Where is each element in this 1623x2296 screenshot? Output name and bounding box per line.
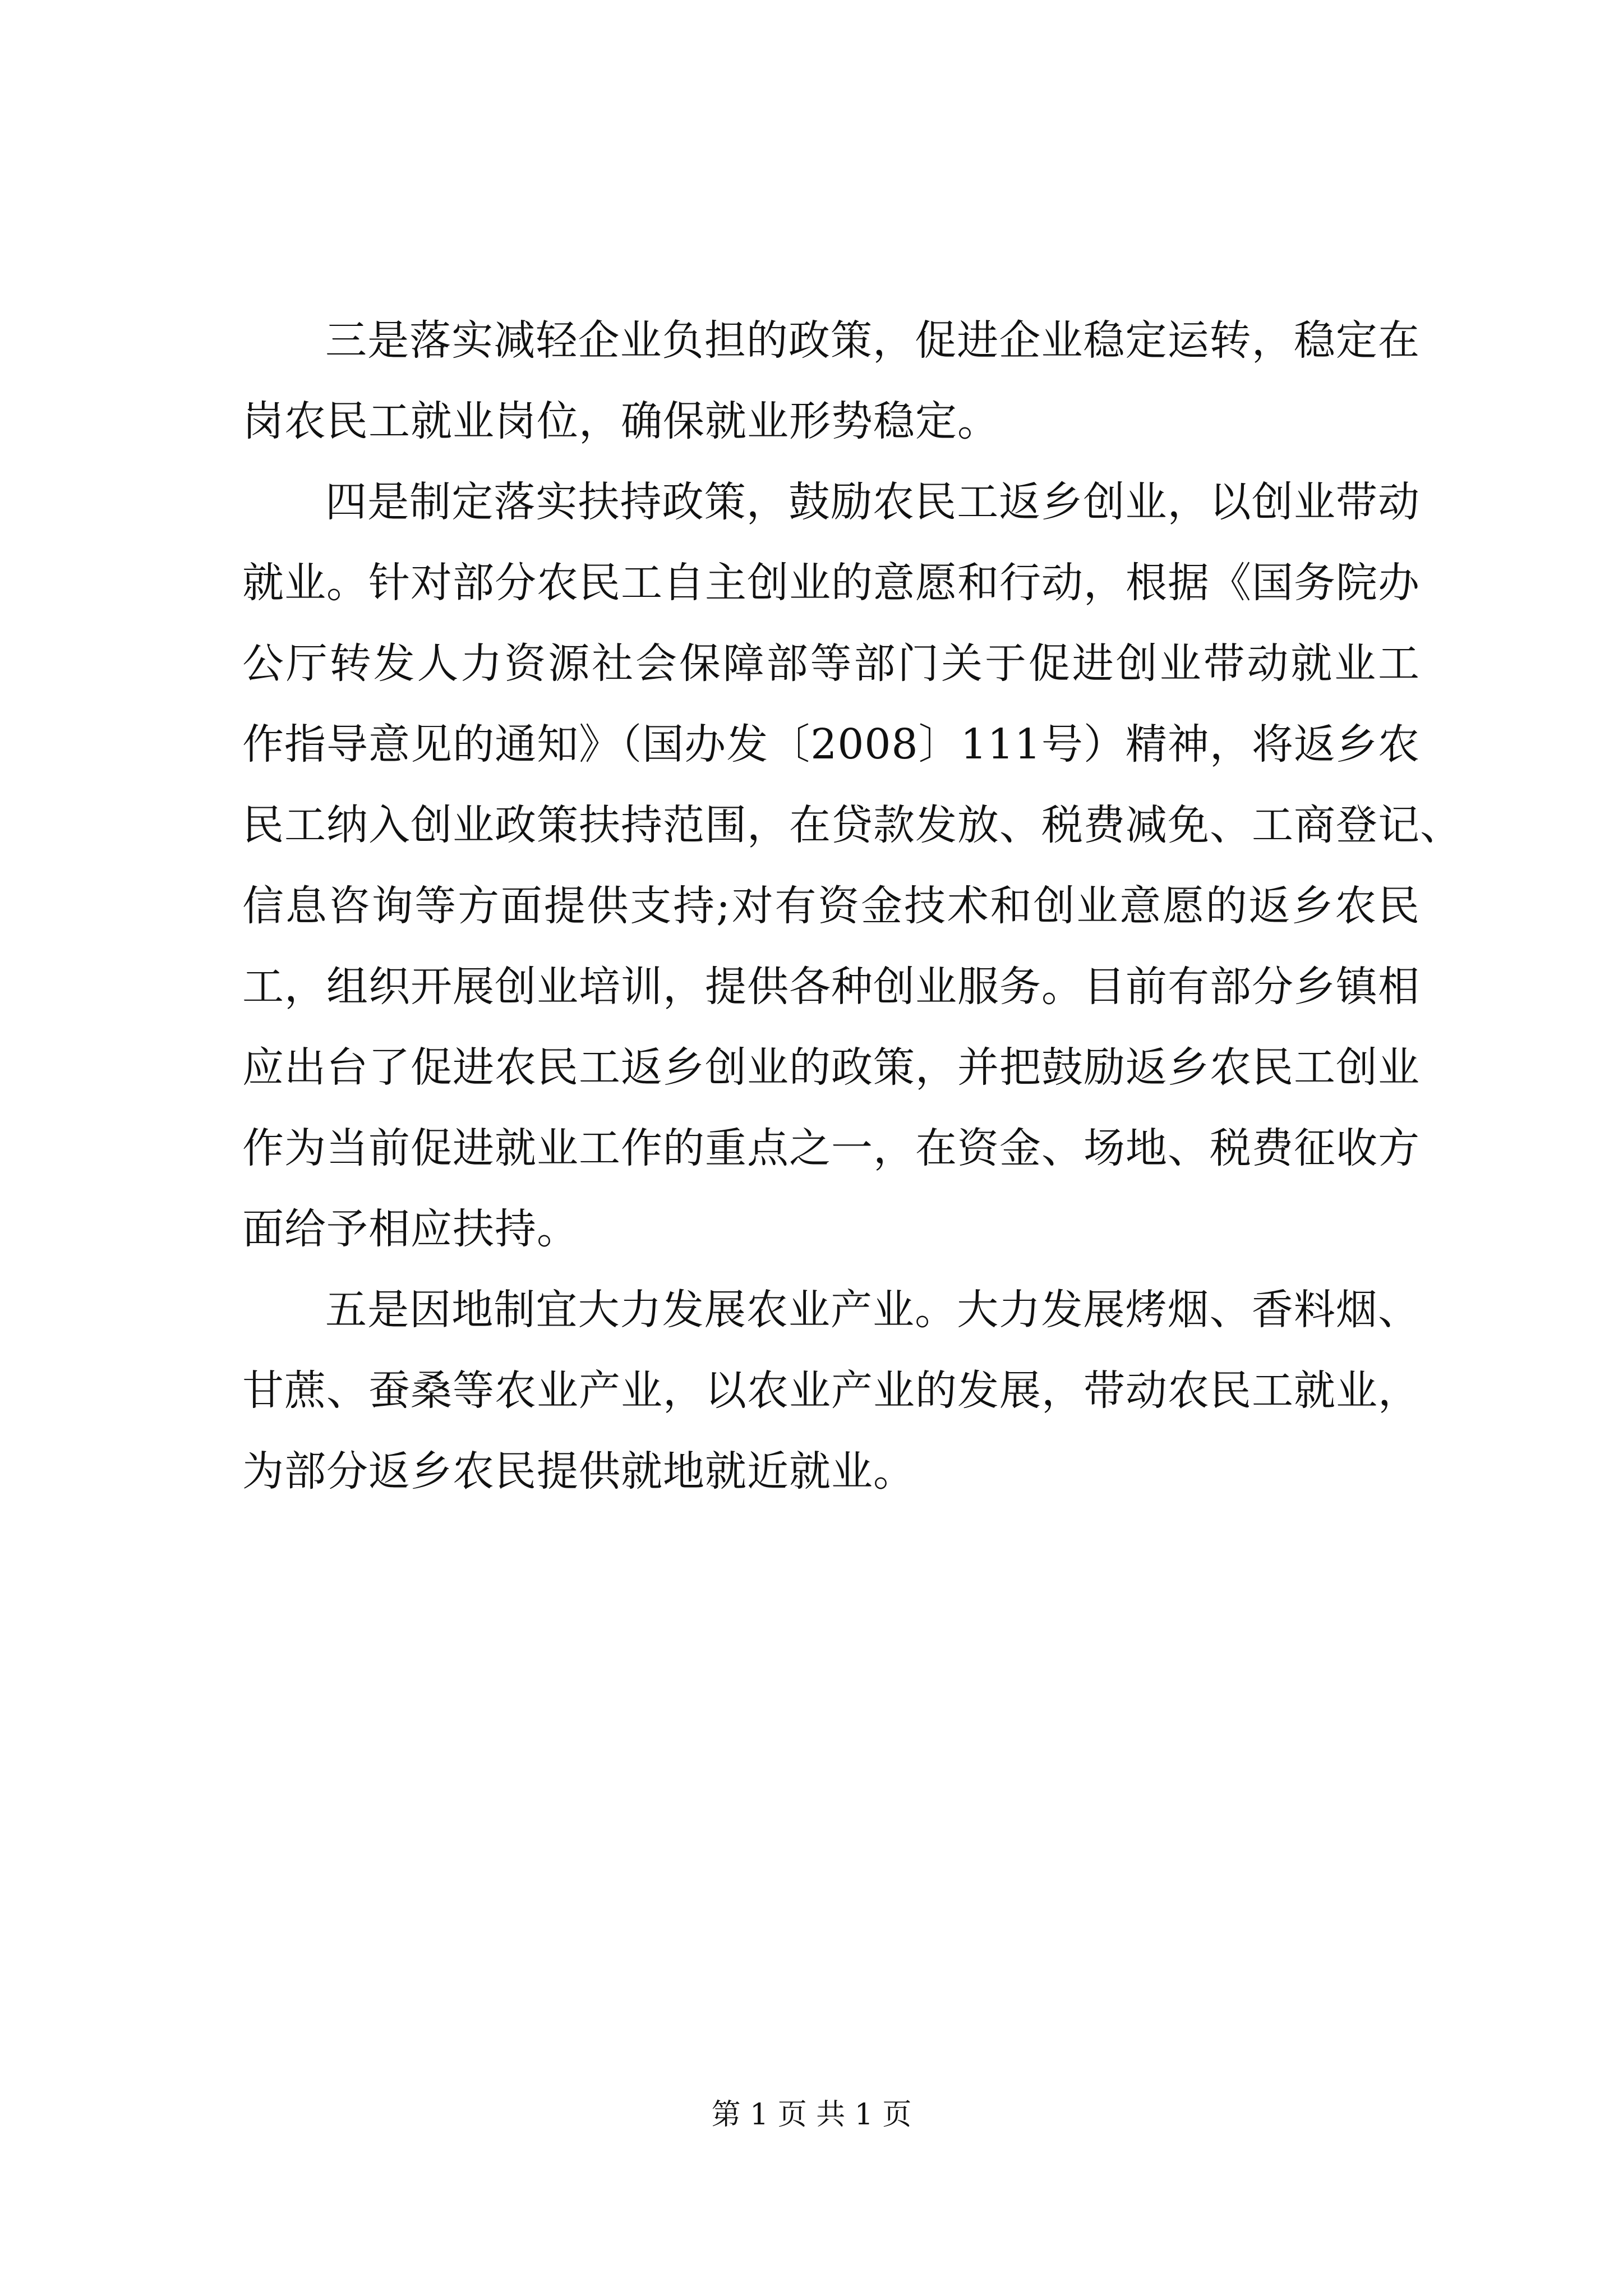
text-line: 岗农民工就业岗位，确保就业形势稳定。	[242, 397, 999, 445]
page-number-footer: 第 1 页 共 1 页	[711, 2098, 912, 2132]
text-line: 作为当前促进就业工作的重点之一，在资金、场地、税费征收方	[242, 1124, 1420, 1172]
paragraph-5	[242, 1269, 1420, 1512]
text-line: 民工纳入创业政策扶持范围，在贷款发放、税费减免、工商登记、	[242, 801, 1462, 849]
text-line: 就业。针对部分农民工自主创业的意愿和行动，根据《国务院办	[242, 559, 1420, 607]
text-line: 五是因地制宜大力发展农业产业。大力发展烤烟、香料烟、	[325, 1286, 1420, 1334]
text-line: 作指导意见的通知》（国办发〔2008〕111号）精神，将返乡农	[242, 720, 1420, 769]
text-line: 为部分返乡农民提供就地就近就业。	[242, 1447, 915, 1496]
text-line: 甘蔗、蚕桑等农业产业，以农业产业的发展，带动农民工就业，	[242, 1366, 1420, 1415]
document-body	[242, 300, 1462, 1512]
text-line: 面给予相应扶持。	[242, 1205, 579, 1253]
paragraph-4	[242, 462, 1462, 1269]
text-line: 工，组织开展创业培训，提供各种创业服务。目前有部分乡镇相	[242, 963, 1420, 1011]
text-line: 公厅转发人力资源社会保障部等部门关于促进创业带动就业工	[242, 639, 1420, 688]
text-line: 信息咨询等方面提供支持;对有资金技术和创业意愿的返乡农民	[242, 882, 1420, 930]
paragraph-3	[242, 300, 1420, 462]
text-line: 三是落实减轻企业负担的政策，促进企业稳定运转，稳定在	[325, 316, 1420, 365]
text-line: 应出台了促进农民工返乡创业的政策，并把鼓励返乡农民工创业	[242, 1043, 1420, 1092]
text-line: 四是制定落实扶持政策，鼓励农民工返乡创业，以创业带动	[325, 478, 1420, 526]
